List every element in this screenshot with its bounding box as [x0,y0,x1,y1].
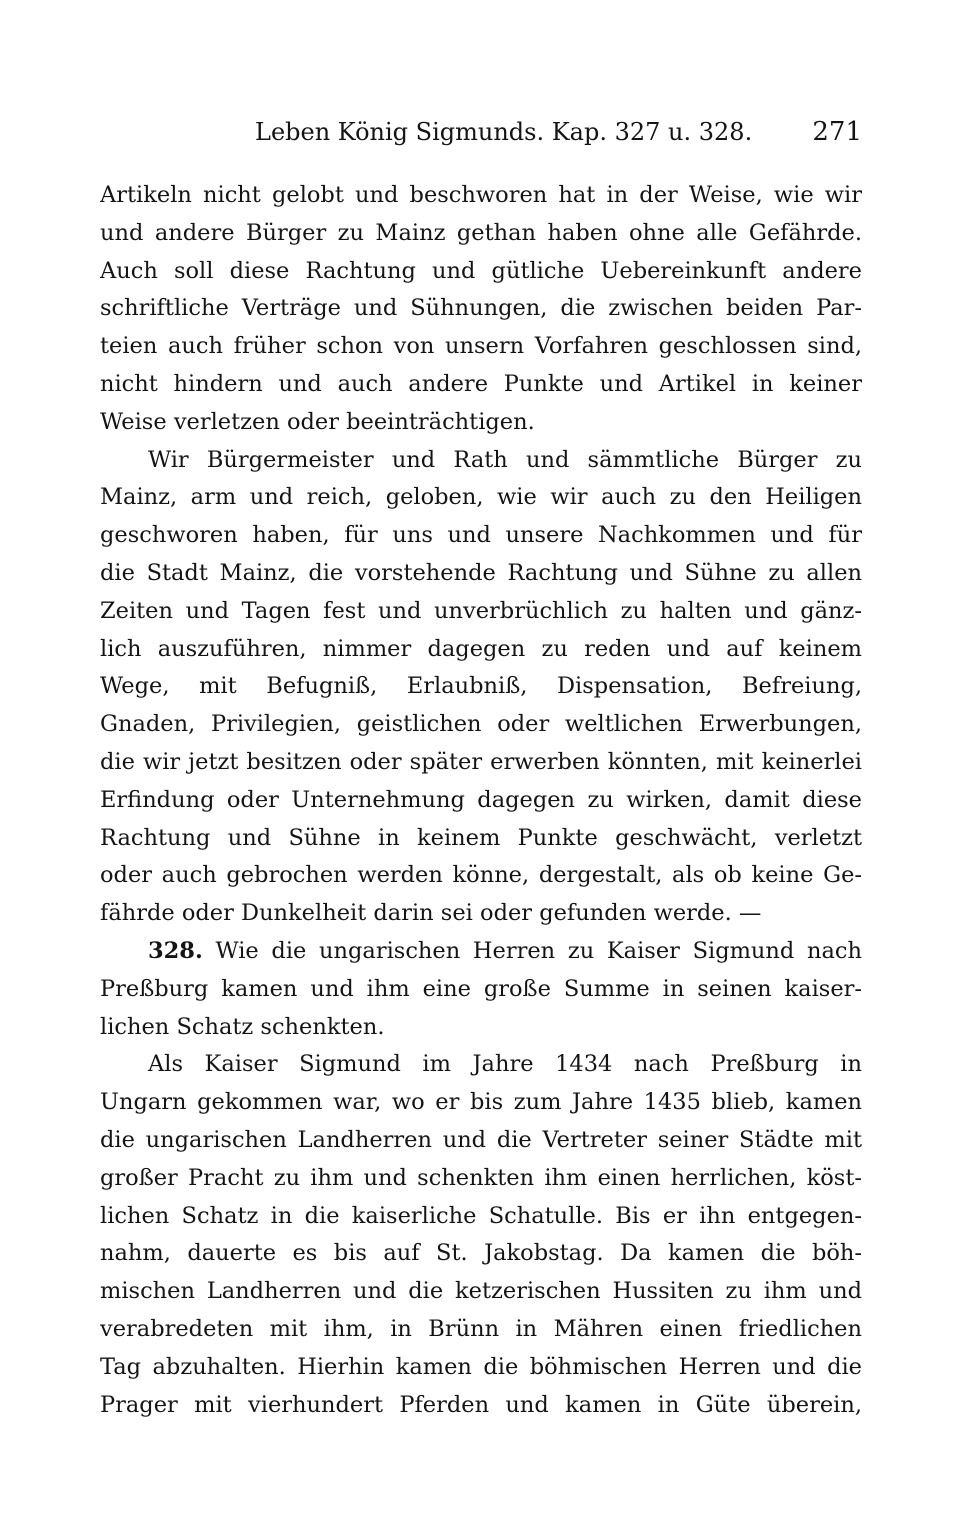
text-line: Ungarn gekommen war, wo er bis zum Jahre 1435 blieb, kamen [100,1089,862,1116]
text-line: die Stadt Mainz, die vorstehende Rachtung und Sühne zu allen [100,559,862,586]
text-line: fährde oder Dunkelheit darin sei oder gefunden werde. — [100,900,762,927]
text-line: Auch soll diese Rachtung und gütliche Uebereinkunft andere [100,257,862,284]
text-line: Mainz, arm und reich, geloben, wie wir auch zu den Heiligen [100,484,862,511]
text-line: Wege, mit Befugniß, Erlaubniß, Dispensation, Befreiung, [100,673,862,700]
text-line: Prager mit vierhundert Pferden und kamen in Güte überein, [100,1391,862,1418]
text-line: großer Pracht zu ihm und schenkten ihm einen herrlichen, köst- [100,1164,862,1191]
text-line: nahm, dauerte es bis auf St. Jakobstag. Da kamen die böh- [100,1240,862,1267]
chapter-heading-line: Preßburg kamen und ihm eine große Summe in seinen kaiser- [100,975,862,1002]
text-line: Weise verletzen oder beeinträchtigen. [100,408,535,435]
text-line: Artikeln nicht gelobt und beschworen hat in der Weise, wie wir [100,182,862,208]
text-line: Zeiten und Tagen fest und unverbrüchlich zu halten und gänz- [100,597,862,624]
text-line: nicht hindern und auch andere Punkte und Artikel in keiner [100,370,862,397]
text-line: verabredeten mit ihm, in Brünn in Mähren einen friedlichen [100,1315,862,1342]
running-head [100,112,862,152]
chapter-heading-text: Wie die ungarischen Herren zu Kaiser Sigmund nach [215,937,862,964]
running-title: Leben König Sigmunds. Kap. 327 u. 328. [255,118,753,146]
body-text [100,177,862,1424]
chapter-number: 328. [148,937,203,964]
text-line: die ungarischen Landherren und die Vertreter seiner Städte mit [100,1126,862,1153]
text-line: mischen Landherren und die ketzerischen Hussiten zu ihm und [100,1278,862,1305]
text-line: lich auszuführen, nimmer dagegen zu reden und auf keinem [100,635,862,662]
text-line: und andere Bürger zu Mainz gethan haben ohne alle Gefährde. [100,219,862,246]
text-line: oder auch gebrochen werden könne, dergestalt, als ob keine Ge- [100,862,862,889]
text-line: Tag abzuhalten. Hierhin kamen die böhmischen Herren und die [100,1353,862,1380]
text-line: Rachtung und Sühne in keinem Punkte geschwächt, verletzt [100,824,862,851]
text-line: lichen Schatz in die kaiserliche Schatulle. Bis er ihn entgegen- [100,1202,862,1229]
text-line: Erfindung oder Unternehmung dagegen zu wirken, damit diese [100,786,862,813]
text-line: Wir Bürgermeister und Rath und sämmtliche Bürger zu [148,446,862,473]
text-line: teien auch früher schon von unsern Vorfahren geschlossen sind, [100,333,862,360]
chapter-heading-line [100,933,862,971]
text-line: schriftliche Verträge und Sühnungen, die zwischen beiden Par- [100,295,862,322]
text-line: geschworen haben, für uns und unsere Nachkommen und für [100,522,862,549]
text-line: Gnaden, Privilegien, geistlichen oder weltlichen Erwerbungen, [100,711,862,738]
text-line: Als Kaiser Sigmund im Jahre 1434 nach Preßburg in [148,1051,862,1078]
page-number: 271 [812,117,862,147]
text-line: die wir jetzt besitzen oder später erwerben könnten, mit keinerlei [100,748,862,775]
chapter-heading-line: lichen Schatz schenkten. [100,1013,385,1040]
